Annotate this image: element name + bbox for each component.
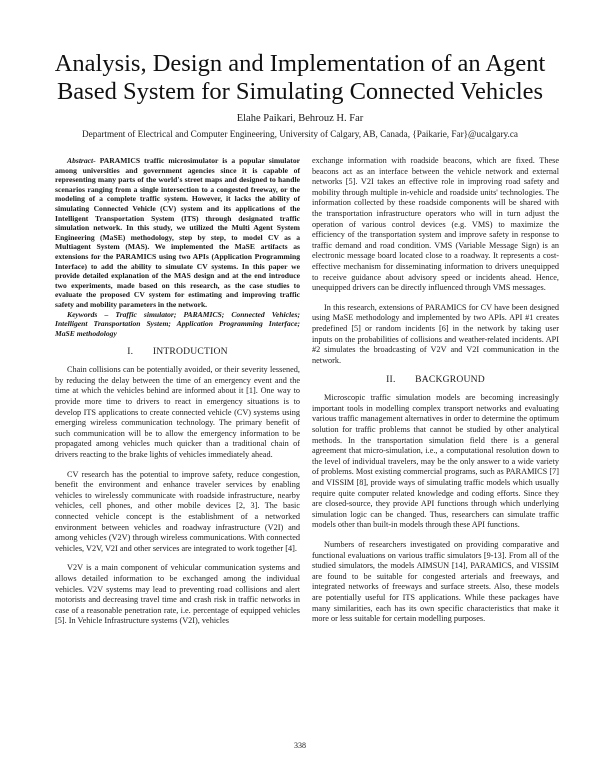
- paper-title: Analysis, Design and Implementation of an Agent Based System for Simulating Connected Vehicles: [54, 50, 546, 105]
- right-column: [312, 156, 559, 625]
- abstract-body: - PARAMICS traffic microsimulator is a popular simulator among universities and government agencies since it is capable of representing many parts of the world's street maps and designed to handle scenarios ranging from a single intersection to a congested freeway, or the modeling of a complete traffic system. However, it lacks the ability of simulating Connected Vehicle (CV) system and its applications of the Intelligent Transportation System (ITS) through designated traffic simulation network. In this study, we utilized the Multi Agent System Engineering (MaSE) methodology, step by step, to model CV as a Multiagent System (MAS). We implemented the MaSE artifacts as extensions for the PARAMICS using two APIs (Application Programming Interface) to add the ability to simulate CV systems. In this paper we provide detailed explanation of the MAS design and at the end introduce two experiments, made based on this research, as the case studies to evaluate the proposed CV system for estimating and improving traffic safety and mobility parameters in the network.: [55, 156, 300, 309]
- left-column: [55, 156, 300, 627]
- page-number: 338: [294, 741, 306, 750]
- background-paragraph: Microscopic traffic simulation models are becoming increasingly important tools in modelling complex transport networks and evaluating various traffic management alternatives in order to determine the optimum solution for traffic problems that cannot be studied by other analytical methods. In the transportation simulation field there is a general agreement that micro-simulation, i.e., a computational resolution down to the level of individual travelers, may be the only answer to a wide variety of problems. Most existing commercial programs, such as PARAMICS [7] and VISSIM [8], provide ways of simulating traffic models which usually require quite computer related knowledge and coding efforts. Since they are closed-source, they provide API functions through which underlying simulation logic can be changed. Thus, researchers can simulate traffic models other than built-in models through these API functions.: [312, 393, 559, 530]
- abstract-lead: Abstract: [67, 156, 94, 165]
- intro-paragraph: V2V is a main component of vehicular communication systems and allows detailed information to be exchanged among the individual vehicles. V2V systems may lead to preventing road collisions and alert motorists and decreasing travel time and crash risk in traffic networks in case of a reasonable penetration rate, i.e. percentage of equipped vehicles [5]. In Vehicle Infrastructure systems (V2I), vehicles: [55, 563, 300, 626]
- paper-affiliation: Department of Electrical and Computer Engineering, University of Calgary, AB, Canada, {Paikarie, Far}@ucalgary.ca: [81, 129, 518, 139]
- intro-paragraph: Chain collisions can be potentially avoided, or their severity lessened, by reducing the delay between the time of an emergency event and the time at which the vehicles behind are informed about it [1]. One way to provide more time to drivers to react in emergency situations is to develop ITS applications to create connected vehicle (CV) systems using emerging wireless communication technology. The primary benefit of such communication will be to allow the emergency information to be propagated among vehicles much quicker than a traditional chain of drivers reacting to the brake lights of vehicles immediately ahead.: [55, 365, 300, 460]
- intro-paragraph: In this research, extensions of PARAMICS for CV have been designed using MaSE methodology and implemented by two APIs. API #1 creates predefined [5] or random incidents [6] in the network by taking user inputs on the probabilities of collisions and weather-related incidents. API #2 simulates the broadcasting of V2V and V2I communication in the network.: [312, 302, 559, 365]
- keywords: Keywords – Traffic simulator; PARAMICS; Connected Vehicles; Intelligent Transportation System; Application Programming Interface; MaSE methodology: [55, 309, 300, 338]
- background-paragraph: Numbers of researchers investigated on providing comparative and functional evaluations on various traffic simulators [9-13]. From all of the studied simulators, the models AIMSUN [14], PARAMICS, and VISSIM are found to be suitable for congested arterials and freeways, and integrated networks of freeways and surface streets. Also, these models are potentially useful for ITS applications. While these packages have many similarities, each has its own specific characteristics that make it more or less suitable for certain modelling purposes.: [312, 540, 559, 624]
- abstract: [55, 156, 300, 310]
- section-heading-background: II. BACKGROUND: [386, 374, 485, 386]
- intro-paragraph: CV research has the potential to improve safety, reduce congestion, benefit the environment and enhance traveler services by enabling vehicles to wirelessly communicate with roadside infrastructure, nearby vehicles, cell phones, and other mobile devices [2, 3]. The basic connected vehicle concept is the establishment of a networked environment between vehicles and roadway infrastructure (V2I) and among vehicles (V2V) through wireless communications. With connected vehicles, V2V, V2I and other services are integrated to work together [4].: [55, 469, 300, 553]
- section-heading-introduction: I. INTRODUCTION: [127, 346, 228, 358]
- intro-paragraph: exchange information with roadside beacons, which are fixed. These beacons act as an interface between the vehicle network and external networks [5]. V2I takes an effective role in improving road safety and mobility through multiple in-vehicle and roadside units' technologies. The information collected by these roadside components will be shared with the transportation infrastructure operators who will in turn adjust the operation of various control devices (e.g. VMS) to maximize the efficiency of the transportation system and improve safety in response to traffic demand and road condition. VMS (Variable Message Sign) is an electronic message board located close to a roadway. It represents a cost-effective mechanism for disseminating information to drivers unequipped to receive guidance about advisory speed or incidents ahead. Hence, unequipped drivers can be directly influenced through VMS messages.: [312, 156, 559, 293]
- paper-authors: Elahe Paikari, Behrouz H. Far: [236, 113, 364, 124]
